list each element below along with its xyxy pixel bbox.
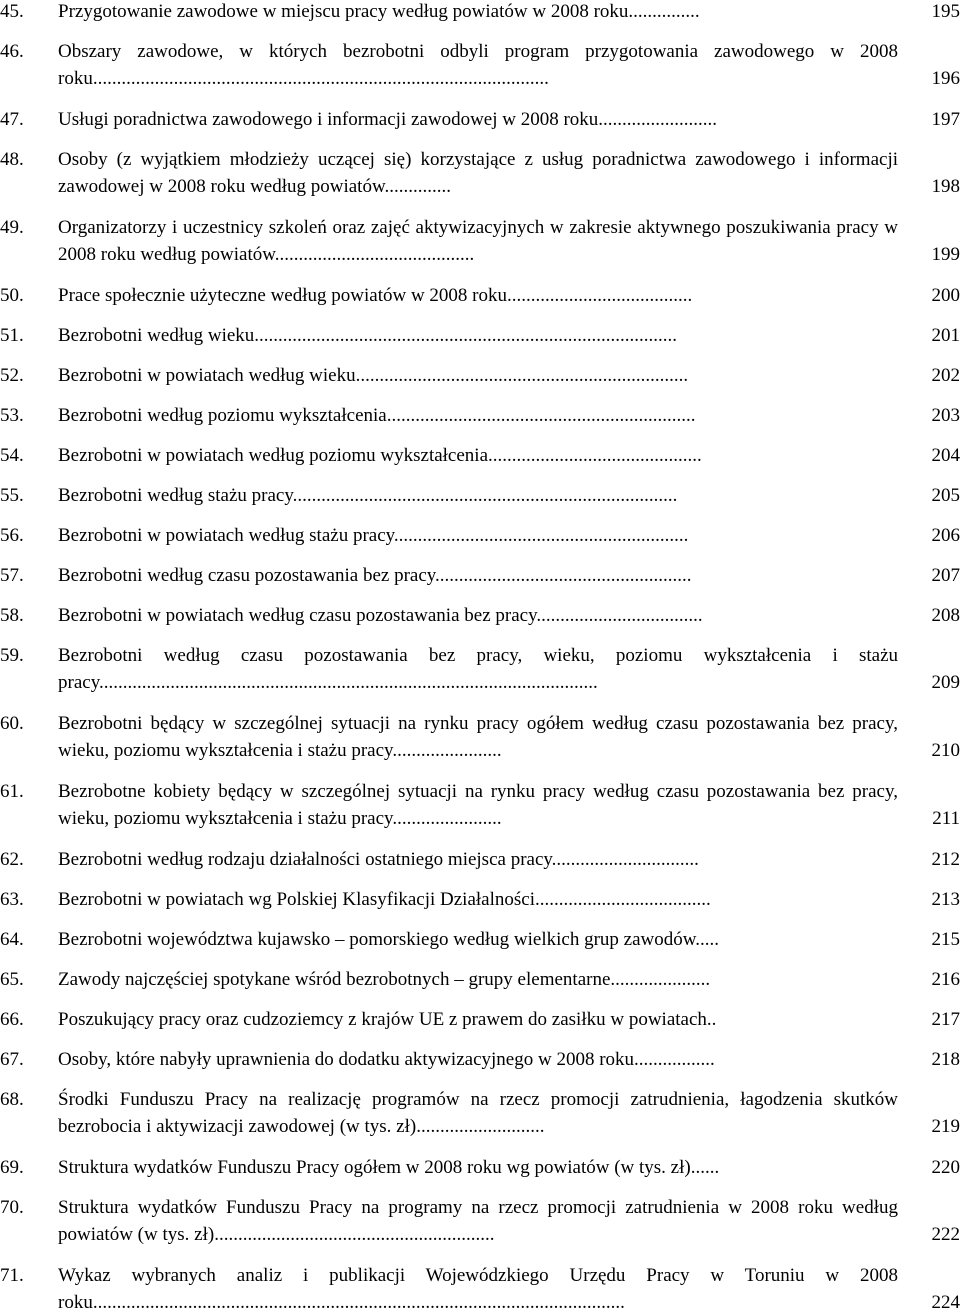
toc-entry-number: 47. [0, 109, 24, 130]
toc-entry-number: 64. [0, 929, 24, 950]
toc-entry-page-number: 219 [931, 1116, 960, 1137]
toc-entry-title: Prace społecznie użyteczne według powiatów w 2008 roku....................................... [58, 285, 693, 306]
toc-entry[interactable] [0, 402, 960, 429]
toc-entry[interactable] [0, 966, 960, 993]
toc-entry[interactable] [0, 38, 960, 92]
toc-entry-title: Bezrobotni według czasu pozostawania bez pracy, wieku, poziomu wykształcenia i stażu pracy......................................................................................................... [58, 645, 898, 693]
toc-entry[interactable] [0, 562, 960, 589]
toc-entry-title: Poszukujący pracy oraz cudzoziemcy z krajów UE z prawem do zasiłku w powiatach.. [58, 1009, 717, 1030]
toc-entry-title: Bezrobotni będący w szczególnej sytuacji na rynku pracy ogółem według czasu pozostawania bez pracy, wieku, poziomu wykształcenia i stażu pracy....................... [58, 713, 898, 761]
toc-entry-number: 68. [0, 1089, 24, 1110]
toc-entry-number: 48. [0, 149, 24, 170]
toc-entry[interactable] [0, 1046, 960, 1073]
toc-entry[interactable] [0, 642, 960, 696]
toc-entry-page-number: 209 [931, 672, 960, 693]
toc-entry-page-number: 206 [931, 525, 960, 546]
toc-entry-page-number: 202 [931, 365, 960, 386]
toc-entry-number: 53. [0, 405, 24, 426]
toc-entry-title: Osoby (z wyjątkiem młodzieży uczącej się) korzystające z usług poradnictwa zawodowego i informacji zawodowej w 2008 roku według powiatów.............. [58, 149, 898, 197]
toc-entry-title: Środki Funduszu Pracy na realizację programów na rzecz promocji zatrudnienia, łagodzenia skutków bezrobocia i aktywizacji zawodowej (w tys. zł)........................... [58, 1089, 898, 1137]
toc-entry-title: Bezrobotni według wieku......................................................................................... [58, 325, 678, 346]
toc-entry-page-number: 201 [931, 325, 960, 346]
toc-entry-title: Obszary zawodowe, w których bezrobotni odbyli program przygotowania zawodowego w 2008 roku................................................................................................ [58, 41, 898, 89]
toc-entry[interactable] [0, 482, 960, 509]
toc-entry[interactable] [0, 282, 960, 309]
toc-entry[interactable] [0, 710, 960, 764]
toc-entry-title: Bezrobotni według czasu pozostawania bez pracy...................................................... [58, 565, 692, 586]
toc-entry-number: 63. [0, 889, 24, 910]
toc-entry-number: 46. [0, 41, 24, 62]
toc-entry-page-number: 198 [931, 176, 960, 197]
toc-entry-page-number: 197 [931, 109, 960, 130]
toc-entry[interactable] [0, 778, 960, 832]
toc-entry-page-number: 210 [931, 740, 960, 761]
toc-entry-title: Bezrobotni według poziomu wykształcenia................................................................. [58, 405, 696, 426]
toc-entry-page-number: 195 [931, 1, 960, 22]
toc-entry-title: Struktura wydatków Funduszu Pracy na programy na rzecz promocji zatrudnienia w 2008 roku według powiatów (w tys. zł)........................................................... [58, 1197, 898, 1245]
toc-entry-number: 45. [0, 1, 24, 22]
toc-entry[interactable] [0, 442, 960, 469]
toc-entry-number: 66. [0, 1009, 24, 1030]
toc-entry[interactable] [0, 1086, 960, 1140]
toc-entry[interactable] [0, 0, 960, 25]
toc-entry[interactable] [0, 1006, 960, 1033]
toc-entry[interactable] [0, 886, 960, 913]
toc-entry-page-number: 216 [931, 969, 960, 990]
toc-entry-number: 58. [0, 605, 24, 626]
toc-entry-number: 57. [0, 565, 24, 586]
toc-entry-page-number: 217 [931, 1009, 960, 1030]
toc-entry-number: 51. [0, 325, 24, 346]
toc-entry-number: 60. [0, 713, 24, 734]
toc-entry-title: Wykaz wybranych analiz i publikacji Wojewódzkiego Urzędu Pracy w Toruniu w 2008 roku................................................................................................................ [58, 1265, 898, 1313]
toc-entry-number: 52. [0, 365, 24, 386]
toc-entry-page-number: 218 [931, 1049, 960, 1070]
toc-entry-page-number: 222 [931, 1224, 960, 1245]
toc-entry-page-number: 204 [931, 445, 960, 466]
toc-entry-number: 62. [0, 849, 24, 870]
toc-entry-page-number: 220 [931, 1157, 960, 1178]
toc-entry-page-number: 203 [931, 405, 960, 426]
toc-entry-page-number: 207 [931, 565, 960, 586]
toc-entry[interactable] [0, 146, 960, 200]
toc-entry-title: Bezrobotne kobiety będący w szczególnej sytuacji na rynku pracy według czasu pozostawania bez pracy, wieku, poziomu wykształcenia i stażu pracy....................... [58, 781, 898, 829]
toc-entry[interactable] [0, 106, 960, 133]
toc-entry-title: Przygotowanie zawodowe w miejscu pracy według powiatów w 2008 roku............... [58, 1, 700, 22]
toc-entry-number: 71. [0, 1265, 24, 1286]
toc-entry-title: Bezrobotni w powiatach według stażu pracy.............................................................. [58, 525, 689, 546]
toc-entry-title: Zawody najczęściej spotykane wśród bezrobotnych – grupy elementarne..................... [58, 969, 711, 990]
toc-entry-page-number: 208 [931, 605, 960, 626]
toc-entry[interactable] [0, 322, 960, 349]
toc-entry-title: Bezrobotni województwa kujawsko – pomorskiego według wielkich grup zawodów..... [58, 929, 719, 950]
toc-entry[interactable] [0, 926, 960, 953]
toc-entry-number: 50. [0, 285, 24, 306]
toc-entry-number: 54. [0, 445, 24, 466]
toc-entry-page-number: 200 [931, 285, 960, 306]
toc-entry-title: Bezrobotni w powiatach według wieku...................................................................... [58, 365, 689, 386]
toc-entry-number: 69. [0, 1157, 24, 1178]
toc-entry-page-number: 215 [931, 929, 960, 950]
toc-entry-number: 49. [0, 217, 24, 238]
toc-entry-page-number: 213 [931, 889, 960, 910]
toc-entry-page-number: 199 [931, 244, 960, 265]
toc-entry-title: Osoby, które nabyły uprawnienia do dodatku aktywizacyjnego w 2008 roku................. [58, 1049, 715, 1070]
toc-entry-title: Bezrobotni według stażu pracy................................................................................. [58, 485, 678, 506]
toc-entry-page-number: 212 [931, 849, 960, 870]
toc-entry[interactable] [0, 1194, 960, 1248]
toc-entry-title: Struktura wydatków Funduszu Pracy ogółem w 2008 roku wg powiatów (w tys. zł)...... [58, 1157, 720, 1178]
toc-entry-page-number: 205 [931, 485, 960, 506]
toc-entry-number: 70. [0, 1197, 24, 1218]
toc-entry-page-number: 196 [931, 68, 960, 89]
toc-entry-number: 59. [0, 645, 24, 666]
toc-entry-title: Bezrobotni w powiatach według czasu pozostawania bez pracy................................... [58, 605, 703, 626]
toc-entry[interactable] [0, 602, 960, 629]
toc-entry-page-number: 211 [932, 808, 960, 829]
toc-entry-title: Bezrobotni w powiatach wg Polskiej Klasyfikacji Działalności..................................... [58, 889, 711, 910]
toc-entry[interactable] [0, 1154, 960, 1181]
toc-entry-number: 67. [0, 1049, 24, 1070]
toc-entry[interactable] [0, 362, 960, 389]
toc-entry-title: Usługi poradnictwa zawodowego i informacji zawodowej w 2008 roku......................... [58, 109, 718, 130]
toc-entry-page-number: 224 [931, 1292, 960, 1313]
toc-entry[interactable] [0, 522, 960, 549]
toc-entry[interactable] [0, 214, 960, 268]
toc-entry-title: Organizatorzy i uczestnicy szkoleń oraz zajęć aktywizacyjnych w zakresie aktywnego poszukiwania pracy w 2008 roku według powiatów.......................................... [58, 217, 898, 265]
toc-entry[interactable] [0, 846, 960, 873]
toc-entry-number: 65. [0, 969, 24, 990]
toc-entry-title: Bezrobotni w powiatach według poziomu wykształcenia............................................. [58, 445, 702, 466]
toc-entry-title: Bezrobotni według rodzaju działalności ostatniego miejsca pracy............................... [58, 849, 699, 870]
toc-entry-number: 61. [0, 781, 24, 802]
toc-entry-number: 56. [0, 525, 24, 546]
toc-entry-number: 55. [0, 485, 24, 506]
